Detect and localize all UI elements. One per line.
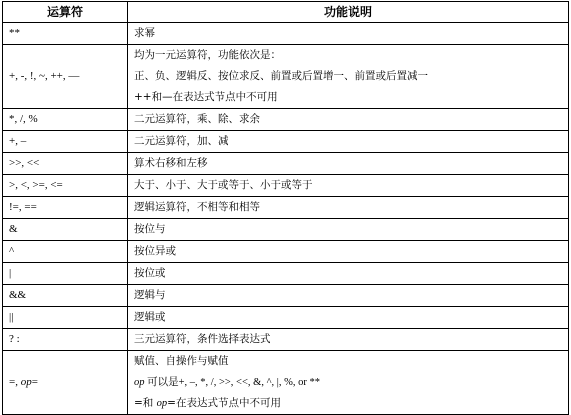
operator-cell [3,351,128,415]
desc-line: 按位异或 [134,245,176,257]
desc-line: 三元运算符，条件选择表达式 [134,333,271,345]
operator-table [2,1,569,415]
table-row [3,175,569,197]
description-cell [128,197,569,219]
operator-cell: +, – [3,131,128,153]
desc-line: 逻辑与 [134,289,166,301]
table-row [3,45,569,109]
operator-cell: && [3,285,128,307]
table-row [3,241,569,263]
operator-cell: ? : [3,329,128,351]
operator-cell: +, -, !, ~, ++, — [3,45,128,109]
table-row [3,109,569,131]
description-cell [128,263,569,285]
table-header-row [3,2,569,23]
table-body [3,23,569,351]
description-cell [128,109,569,131]
table-row [3,285,569,307]
table-row [3,23,569,45]
operator-cell: || [3,307,128,329]
operator-cell: & [3,219,128,241]
desc-line: 赋值、自操作与赋值 [134,355,229,367]
description-cell [128,219,569,241]
table-row [3,131,569,153]
operator-cell: | [3,263,128,285]
desc-line: ++和—在表达式节点中不可用 [134,91,278,103]
description-cell [128,351,569,415]
desc-line: 二元运算符，乘、除、求余 [134,113,260,125]
description-cell [128,285,569,307]
desc-text: =在表达式节点中不可用 [167,397,281,409]
table-body-last [3,351,569,415]
desc-line [134,372,562,393]
operator-table-container [2,1,568,415]
desc-line: 按位或 [134,267,166,279]
op-italic: op [20,376,32,388]
description-cell [128,329,569,351]
desc-line: 逻辑或 [134,311,166,323]
table-row [3,219,569,241]
description-cell [128,241,569,263]
table-row [3,329,569,351]
description-cell [128,45,569,109]
header-operator: 运算符 [3,2,128,23]
operator-cell: >>, << [3,153,128,175]
desc-line: 求幂 [134,27,155,39]
desc-text: 可以是+, –, *, /, >>, <<, &, ^, |, %, or ** [144,377,320,388]
desc-line: 大于、小于、大于或等于、小于或等于 [134,179,313,191]
operator-cell: >, <, >=, <= [3,175,128,197]
description-cell [128,175,569,197]
desc-line: 算术右移和左移 [134,157,208,169]
table-row [3,263,569,285]
description-cell [128,153,569,175]
op-prefix: =, [9,376,21,388]
table-row [3,307,569,329]
desc-italic: op [156,398,168,409]
desc-italic: op [134,377,145,388]
operator-cell: ** [3,23,128,45]
table-row [3,153,569,175]
description-cell [128,307,569,329]
operator-cell: ^ [3,241,128,263]
table-row [3,197,569,219]
description-cell [128,23,569,45]
table-row-assignment [3,351,569,415]
desc-text: =和 [134,397,157,409]
desc-line: 按位与 [134,223,166,235]
operator-cell: !=, == [3,197,128,219]
op-suffix: = [31,376,38,388]
description-cell [128,131,569,153]
desc-line: 均为一元运算符，功能依次是： [134,49,281,61]
desc-line: 二元运算符，加、减 [134,135,229,147]
desc-line: 正、负、逻辑反、按位求反、前置或后置增一、前置或后置减一 [134,70,428,82]
operator-cell: *, /, % [3,109,128,131]
header-description: 功能说明 [128,2,569,23]
desc-line [134,393,562,414]
desc-line: 逻辑运算符，不相等和相等 [134,201,260,213]
